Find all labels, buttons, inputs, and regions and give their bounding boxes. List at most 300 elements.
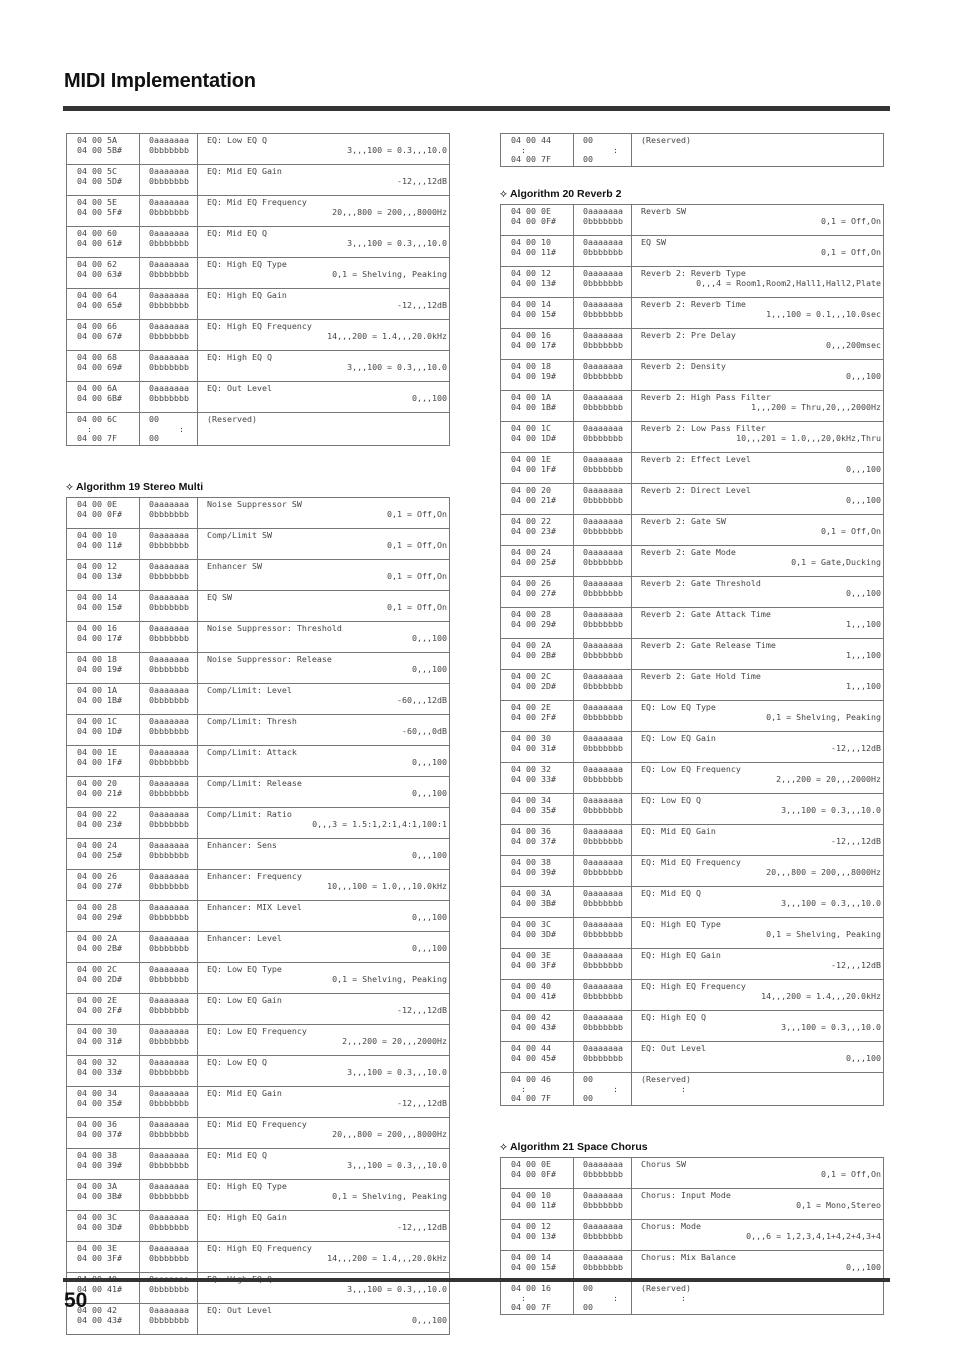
data-cell xyxy=(574,639,632,670)
table-row xyxy=(67,351,450,382)
address-cell xyxy=(67,1056,140,1087)
address-start: 04 00 36 xyxy=(511,826,551,836)
data-byte-2: 0bbbbbbb xyxy=(583,277,623,288)
parameter-name: Reverb 2: Direct Level xyxy=(641,485,751,495)
data-byte-1: 0aaaaaaa xyxy=(149,499,189,509)
address-cell xyxy=(67,715,140,746)
data-byte-1: 0aaaaaaa xyxy=(149,902,189,912)
data-byte-2: 0bbbbbbb xyxy=(583,463,623,474)
address-start: 04 00 6A xyxy=(77,383,117,393)
data-byte-2: 0bbbbbbb xyxy=(583,680,623,691)
address-end: 04 00 13# xyxy=(511,1230,556,1241)
data-cell xyxy=(140,1211,198,1242)
parameter-value: -60,,,12dB xyxy=(397,694,447,705)
parameter-name: (Reserved) xyxy=(641,1074,691,1084)
address-end: 04 00 21# xyxy=(77,787,122,798)
description-cell xyxy=(198,382,450,413)
parameter-value: 0,,,100 xyxy=(412,849,447,860)
data-cell xyxy=(140,413,198,446)
data-byte-2: 0bbbbbbb xyxy=(149,694,189,705)
data-byte-2: 0bbbbbbb xyxy=(583,401,623,412)
parameter-name: Enhancer SW xyxy=(207,561,262,571)
address-start: 04 00 16 xyxy=(511,1283,551,1293)
data-cell xyxy=(574,856,632,887)
address-cell xyxy=(501,1158,574,1189)
table-row xyxy=(501,1220,884,1251)
parameter-name: EQ: High EQ Frequency xyxy=(207,321,312,331)
description-cell xyxy=(198,258,450,289)
description-cell xyxy=(198,227,450,258)
parameter-name: EQ: Mid EQ Frequency xyxy=(207,1119,307,1129)
table-row xyxy=(67,622,450,653)
parameter-value: 3,,,100 = 0.3,,,10.0 xyxy=(347,1283,447,1294)
parameter-value: 0,,,100 xyxy=(846,587,881,598)
data-byte-2: 0bbbbbbb xyxy=(149,175,189,186)
address-end: 04 00 43# xyxy=(511,1021,556,1032)
address-ellipsis: : xyxy=(77,423,92,434)
parameter-name: Reverb 2: Reverb Type xyxy=(641,268,746,278)
address-start: 04 00 1E xyxy=(511,454,551,464)
address-end: 04 00 2D# xyxy=(77,973,122,984)
data-cell xyxy=(140,870,198,901)
parameter-value: 0,1 = Shelving, Peaking xyxy=(766,711,881,722)
address-start: 04 00 3A xyxy=(511,888,551,898)
address-end: 04 00 31# xyxy=(77,1035,122,1046)
description-cell xyxy=(632,732,884,763)
parameter-name: Enhancer: MIX Level xyxy=(207,902,302,912)
data-cell xyxy=(140,498,198,529)
data-byte-1: 0aaaaaaa xyxy=(583,578,623,588)
parameter-name: Reverb 2: Gate SW xyxy=(641,516,726,526)
address-cell xyxy=(67,808,140,839)
address-start: 04 00 3E xyxy=(77,1243,117,1253)
address-end: 04 00 65# xyxy=(77,299,122,310)
data-byte-2: 0bbbbbbb xyxy=(149,144,189,155)
address-cell xyxy=(501,205,574,236)
data-cell xyxy=(140,289,198,320)
address-cell xyxy=(501,1220,574,1251)
parameter-value: 3,,,100 = 0.3,,,10.0 xyxy=(781,897,881,908)
parameter-value: 0,,,100 xyxy=(412,942,447,953)
data-ellipsis: : xyxy=(149,423,184,434)
description-cell xyxy=(198,622,450,653)
data-byte-2: 0bbbbbbb xyxy=(149,1035,189,1046)
table-row xyxy=(501,515,884,546)
parameter-name: EQ: Out Level xyxy=(207,1305,272,1315)
address-start: 04 00 26 xyxy=(77,871,117,881)
address-start: 04 00 1C xyxy=(511,423,551,433)
address-start: 04 00 30 xyxy=(511,733,551,743)
parameter-value: 0,1 = Shelving, Peaking xyxy=(766,928,881,939)
description-cell xyxy=(198,994,450,1025)
parameter-value: 3,,,100 = 0.3,,,10.0 xyxy=(347,144,447,155)
data-byte-1: 0aaaaaaa xyxy=(583,237,623,247)
address-end: 04 00 1D# xyxy=(77,725,122,736)
description-cell xyxy=(198,808,450,839)
data-byte-1: 0aaaaaaa xyxy=(149,1026,189,1036)
description-cell xyxy=(632,391,884,422)
parameter-name: EQ: High EQ Type xyxy=(641,919,721,929)
address-start: 04 00 1C xyxy=(77,716,117,726)
parameter-table xyxy=(500,1157,884,1315)
address-cell xyxy=(501,918,574,949)
description-cell xyxy=(198,413,450,446)
data-cell xyxy=(574,918,632,949)
address-cell xyxy=(501,1282,574,1315)
parameter-value: 1,,,100 = 0.1,,,10.0sec xyxy=(766,308,881,319)
address-start: 04 00 12 xyxy=(511,1221,551,1231)
description-cell xyxy=(632,639,884,670)
parameter-name: Chorus: Input Mode xyxy=(641,1190,731,1200)
address-end: 04 00 17# xyxy=(77,632,122,643)
address-end: 04 00 3B# xyxy=(77,1190,122,1201)
address-start: 04 00 12 xyxy=(511,268,551,278)
parameter-value: 0,1 = Off,On xyxy=(387,601,447,612)
data-byte-1: 0aaaaaaa xyxy=(583,764,623,774)
address-end: 04 00 11# xyxy=(511,1199,556,1210)
address-start: 04 00 0E xyxy=(511,1159,551,1169)
address-end: 04 00 41# xyxy=(511,990,556,1001)
address-end: 04 00 3F# xyxy=(77,1252,122,1263)
address-cell xyxy=(501,887,574,918)
description-cell xyxy=(198,932,450,963)
address-cell xyxy=(501,639,574,670)
address-end: 04 00 61# xyxy=(77,237,122,248)
address-ellipsis: : xyxy=(511,144,526,155)
table-row xyxy=(501,732,884,763)
table-row xyxy=(501,856,884,887)
data-cell xyxy=(140,258,198,289)
address-cell xyxy=(67,196,140,227)
data-byte-2: 0bbbbbbb xyxy=(149,1066,189,1077)
data-byte-1: 00 xyxy=(149,414,159,424)
parameter-value: 0,1 = Off,On xyxy=(821,215,881,226)
address-cell xyxy=(67,839,140,870)
address-start: 04 00 68 xyxy=(77,352,117,362)
address-cell xyxy=(501,1042,574,1073)
data-cell xyxy=(574,391,632,422)
data-byte-2: 0bbbbbbb xyxy=(149,539,189,550)
data-byte-1: 0aaaaaaa xyxy=(149,654,189,664)
parameter-value: 0,,,100 xyxy=(412,632,447,643)
parameter-value: 0,,,100 xyxy=(412,756,447,767)
address-start: 04 00 18 xyxy=(77,654,117,664)
address-start: 04 00 46 xyxy=(511,1074,551,1084)
data-byte-1: 0aaaaaaa xyxy=(149,685,189,695)
data-byte-2: 0bbbbbbb xyxy=(583,494,623,505)
parameter-name: Reverb 2: Effect Level xyxy=(641,454,751,464)
description-cell xyxy=(198,1056,450,1087)
address-end: 04 00 27# xyxy=(511,587,556,598)
address-cell xyxy=(67,382,140,413)
data-cell xyxy=(140,622,198,653)
left-column xyxy=(66,133,450,1335)
description-cell xyxy=(632,1158,884,1189)
data-byte-1: 0aaaaaaa xyxy=(583,609,623,619)
parameter-name: Noise Suppressor: Release xyxy=(207,654,332,664)
description-cell xyxy=(198,196,450,227)
address-cell xyxy=(67,1149,140,1180)
address-start: 04 00 24 xyxy=(511,547,551,557)
data-byte-1: 0aaaaaaa xyxy=(149,228,189,238)
parameter-name: EQ: High EQ Q xyxy=(207,352,272,362)
table-row xyxy=(67,196,450,227)
data-byte-2: 0bbbbbbb xyxy=(149,756,189,767)
address-end: 04 00 7F xyxy=(77,433,117,444)
data-byte-1: 0aaaaaaa xyxy=(583,702,623,712)
data-cell xyxy=(574,515,632,546)
address-start: 04 00 38 xyxy=(511,857,551,867)
parameter-value: 3,,,100 = 0.3,,,10.0 xyxy=(347,237,447,248)
address-start: 04 00 44 xyxy=(511,1043,551,1053)
description-cell xyxy=(198,1304,450,1335)
data-cell xyxy=(140,320,198,351)
parameter-value: 0,1 = Shelving, Peaking xyxy=(332,268,447,279)
description-cell xyxy=(632,701,884,732)
parameter-value: -12,,,12dB xyxy=(397,1004,447,1015)
address-cell xyxy=(501,732,574,763)
parameter-name: Chorus SW xyxy=(641,1159,686,1169)
data-byte-2: 0bbbbbbb xyxy=(583,835,623,846)
parameter-name: Noise Suppressor: Threshold xyxy=(207,623,342,633)
data-byte-1: 0aaaaaaa xyxy=(583,671,623,681)
table-row xyxy=(67,746,450,777)
address-start: 04 00 3A xyxy=(77,1181,117,1191)
data-byte-2: 0bbbbbbb xyxy=(583,649,623,660)
address-cell xyxy=(67,413,140,446)
address-cell xyxy=(67,227,140,258)
data-byte-2: 0bbbbbbb xyxy=(149,880,189,891)
parameter-value: 1,,,100 xyxy=(846,649,881,660)
data-byte-1: 0aaaaaaa xyxy=(583,1012,623,1022)
parameter-name: EQ SW xyxy=(207,592,232,602)
parameter-name: Reverb 2: Gate Hold Time xyxy=(641,671,761,681)
address-start: 04 00 22 xyxy=(511,516,551,526)
data-byte-2: 0bbbbbbb xyxy=(149,787,189,798)
parameter-name: EQ: Mid EQ Gain xyxy=(207,166,282,176)
data-byte-2: 00 xyxy=(583,1302,593,1313)
parameter-value: 3,,,100 = 0.3,,,10.0 xyxy=(781,804,881,815)
parameter-name: EQ: Mid EQ Q xyxy=(207,1150,267,1160)
parameter-name: Reverb 2: Gate Mode xyxy=(641,547,736,557)
address-end: 04 00 1D# xyxy=(511,432,556,443)
data-byte-1: 0aaaaaaa xyxy=(583,981,623,991)
data-byte-2: 0bbbbbbb xyxy=(583,742,623,753)
data-byte-2: 0bbbbbbb xyxy=(149,206,189,217)
data-cell xyxy=(574,887,632,918)
address-end: 04 00 19# xyxy=(77,663,122,674)
table-row xyxy=(67,1025,450,1056)
parameter-value: 0,1 = Off,On xyxy=(387,539,447,550)
description-cell xyxy=(632,577,884,608)
address-cell xyxy=(67,591,140,622)
data-cell xyxy=(574,1220,632,1251)
address-end: 04 00 2D# xyxy=(511,680,556,691)
parameter-value: 2,,,200 = 20,,,2000Hz xyxy=(776,773,881,784)
data-byte-2: 0bbbbbbb xyxy=(583,370,623,381)
parameter-name: Comp/Limit SW xyxy=(207,530,272,540)
address-start: 04 00 34 xyxy=(511,795,551,805)
table-row xyxy=(501,577,884,608)
parameter-value: 0,1 = Off,On xyxy=(821,1168,881,1179)
address-start: 04 00 42 xyxy=(511,1012,551,1022)
address-cell xyxy=(501,763,574,794)
address-cell xyxy=(67,746,140,777)
data-byte-2: 0bbbbbbb xyxy=(583,1230,623,1241)
parameter-name: (Reserved) xyxy=(207,414,257,424)
address-end: 04 00 3B# xyxy=(511,897,556,908)
address-end: 04 00 7F xyxy=(511,1302,551,1313)
data-cell xyxy=(140,1149,198,1180)
address-cell xyxy=(501,825,574,856)
address-start: 04 00 5A xyxy=(77,135,117,145)
address-start: 04 00 66 xyxy=(77,321,117,331)
data-byte-1: 0aaaaaaa xyxy=(149,1119,189,1129)
table-row xyxy=(501,267,884,298)
page-number: 50 xyxy=(64,1289,88,1312)
address-end: 04 00 39# xyxy=(77,1159,122,1170)
parameter-name: Reverb 2: Density xyxy=(641,361,726,371)
table-row xyxy=(67,1087,450,1118)
table-row xyxy=(67,413,450,446)
address-end: 04 00 29# xyxy=(511,618,556,629)
address-end: 04 00 0F# xyxy=(77,508,122,519)
table-row xyxy=(67,1180,450,1211)
address-cell xyxy=(501,1011,574,1042)
parameter-value: 1,,,200 = Thru,20,,,2000Hz xyxy=(751,401,881,412)
diamond-icon: ⟡ xyxy=(66,481,73,493)
table-row xyxy=(501,794,884,825)
address-end: 04 00 1B# xyxy=(511,401,556,412)
parameter-name: Reverb SW xyxy=(641,206,686,216)
table-row xyxy=(501,639,884,670)
parameter-name: Reverb 2: Low Pass Filter xyxy=(641,423,766,433)
data-byte-1: 0aaaaaaa xyxy=(149,352,189,362)
address-cell xyxy=(501,484,574,515)
table-row xyxy=(67,808,450,839)
data-cell xyxy=(574,267,632,298)
address-cell xyxy=(501,453,574,484)
address-end: 04 00 23# xyxy=(77,818,122,829)
data-byte-2: 0bbbbbbb xyxy=(149,942,189,953)
data-byte-2: 0bbbbbbb xyxy=(149,1159,189,1170)
diamond-icon: ⟡ xyxy=(500,188,507,200)
data-byte-1: 0aaaaaaa xyxy=(583,640,623,650)
address-end: 04 00 3D# xyxy=(77,1221,122,1232)
data-byte-2: 0bbbbbbb xyxy=(583,773,623,784)
address-start: 04 00 42 xyxy=(77,1305,117,1315)
table-row xyxy=(501,205,884,236)
data-byte-2: 0bbbbbbb xyxy=(149,508,189,519)
description-cell xyxy=(198,963,450,994)
description-cell xyxy=(198,529,450,560)
data-ellipsis: : xyxy=(583,1083,618,1094)
data-byte-2: 0bbbbbbb xyxy=(149,725,189,736)
data-byte-1: 0aaaaaaa xyxy=(149,623,189,633)
data-byte-2: 00 xyxy=(583,154,593,165)
table-row xyxy=(67,777,450,808)
data-cell xyxy=(574,825,632,856)
data-byte-1: 00 xyxy=(583,1283,593,1293)
data-byte-2: 0bbbbbbb xyxy=(149,601,189,612)
data-byte-1: 0aaaaaaa xyxy=(149,259,189,269)
data-byte-1: 0aaaaaaa xyxy=(583,1221,623,1231)
parameter-name: EQ: High EQ Q xyxy=(641,1012,706,1022)
parameter-name: EQ: Mid EQ Gain xyxy=(641,826,716,836)
data-byte-1: 0aaaaaaa xyxy=(149,995,189,1005)
address-start: 04 00 24 xyxy=(77,840,117,850)
data-byte-2: 0bbbbbbb xyxy=(583,990,623,1001)
parameter-value: -12,,,12dB xyxy=(831,835,881,846)
data-byte-1: 0aaaaaaa xyxy=(583,547,623,557)
address-start: 04 00 40 xyxy=(511,981,551,991)
description-cell xyxy=(198,1118,450,1149)
table-row xyxy=(501,887,884,918)
description-cell xyxy=(632,887,884,918)
data-cell xyxy=(140,1304,198,1335)
address-cell xyxy=(67,351,140,382)
data-cell xyxy=(574,205,632,236)
address-cell xyxy=(67,870,140,901)
parameter-name: EQ: Low EQ Gain xyxy=(207,995,282,1005)
address-end: 04 00 3D# xyxy=(511,928,556,939)
address-cell xyxy=(501,329,574,360)
table-row xyxy=(501,1189,884,1220)
address-start: 04 00 10 xyxy=(511,1190,551,1200)
data-cell xyxy=(574,1251,632,1282)
address-end: 04 00 2B# xyxy=(77,942,122,953)
parameter-value: -12,,,12dB xyxy=(397,175,447,186)
address-start: 04 00 3E xyxy=(511,950,551,960)
data-byte-2: 0bbbbbbb xyxy=(583,711,623,722)
data-cell xyxy=(140,715,198,746)
parameter-value: 3,,,100 = 0.3,,,10.0 xyxy=(347,1159,447,1170)
parameter-name: Comp/Limit: Ratio xyxy=(207,809,292,819)
address-start: 04 00 44 xyxy=(511,135,551,145)
parameter-name: EQ: High EQ Type xyxy=(207,1181,287,1191)
address-start: 04 00 28 xyxy=(511,609,551,619)
table-row xyxy=(501,134,884,167)
data-cell xyxy=(574,453,632,484)
parameter-value: 20,,,800 = 200,,,8000Hz xyxy=(332,206,447,217)
address-cell xyxy=(67,653,140,684)
data-byte-1: 0aaaaaaa xyxy=(583,361,623,371)
parameter-name: EQ: Low EQ Q xyxy=(207,135,267,145)
address-end: 04 00 0F# xyxy=(511,1168,556,1179)
address-end: 04 00 2B# xyxy=(511,649,556,660)
data-cell xyxy=(574,546,632,577)
address-cell xyxy=(67,1180,140,1211)
data-byte-2: 0bbbbbbb xyxy=(149,268,189,279)
data-ellipsis: : xyxy=(583,144,618,155)
data-byte-1: 0aaaaaaa xyxy=(583,1190,623,1200)
table-row xyxy=(67,529,450,560)
description-cell xyxy=(632,980,884,1011)
parameter-name: EQ: High EQ Gain xyxy=(207,290,287,300)
data-cell xyxy=(140,196,198,227)
table-row xyxy=(501,670,884,701)
address-end: 04 00 33# xyxy=(77,1066,122,1077)
description-cell xyxy=(632,763,884,794)
description-cell xyxy=(198,1180,450,1211)
parameter-name: Comp/Limit: Level xyxy=(207,685,292,695)
address-cell xyxy=(501,360,574,391)
data-byte-1: 0aaaaaaa xyxy=(149,933,189,943)
table-row xyxy=(67,715,450,746)
address-cell xyxy=(67,1211,140,1242)
table-row xyxy=(501,701,884,732)
data-byte-1: 0aaaaaaa xyxy=(149,809,189,819)
